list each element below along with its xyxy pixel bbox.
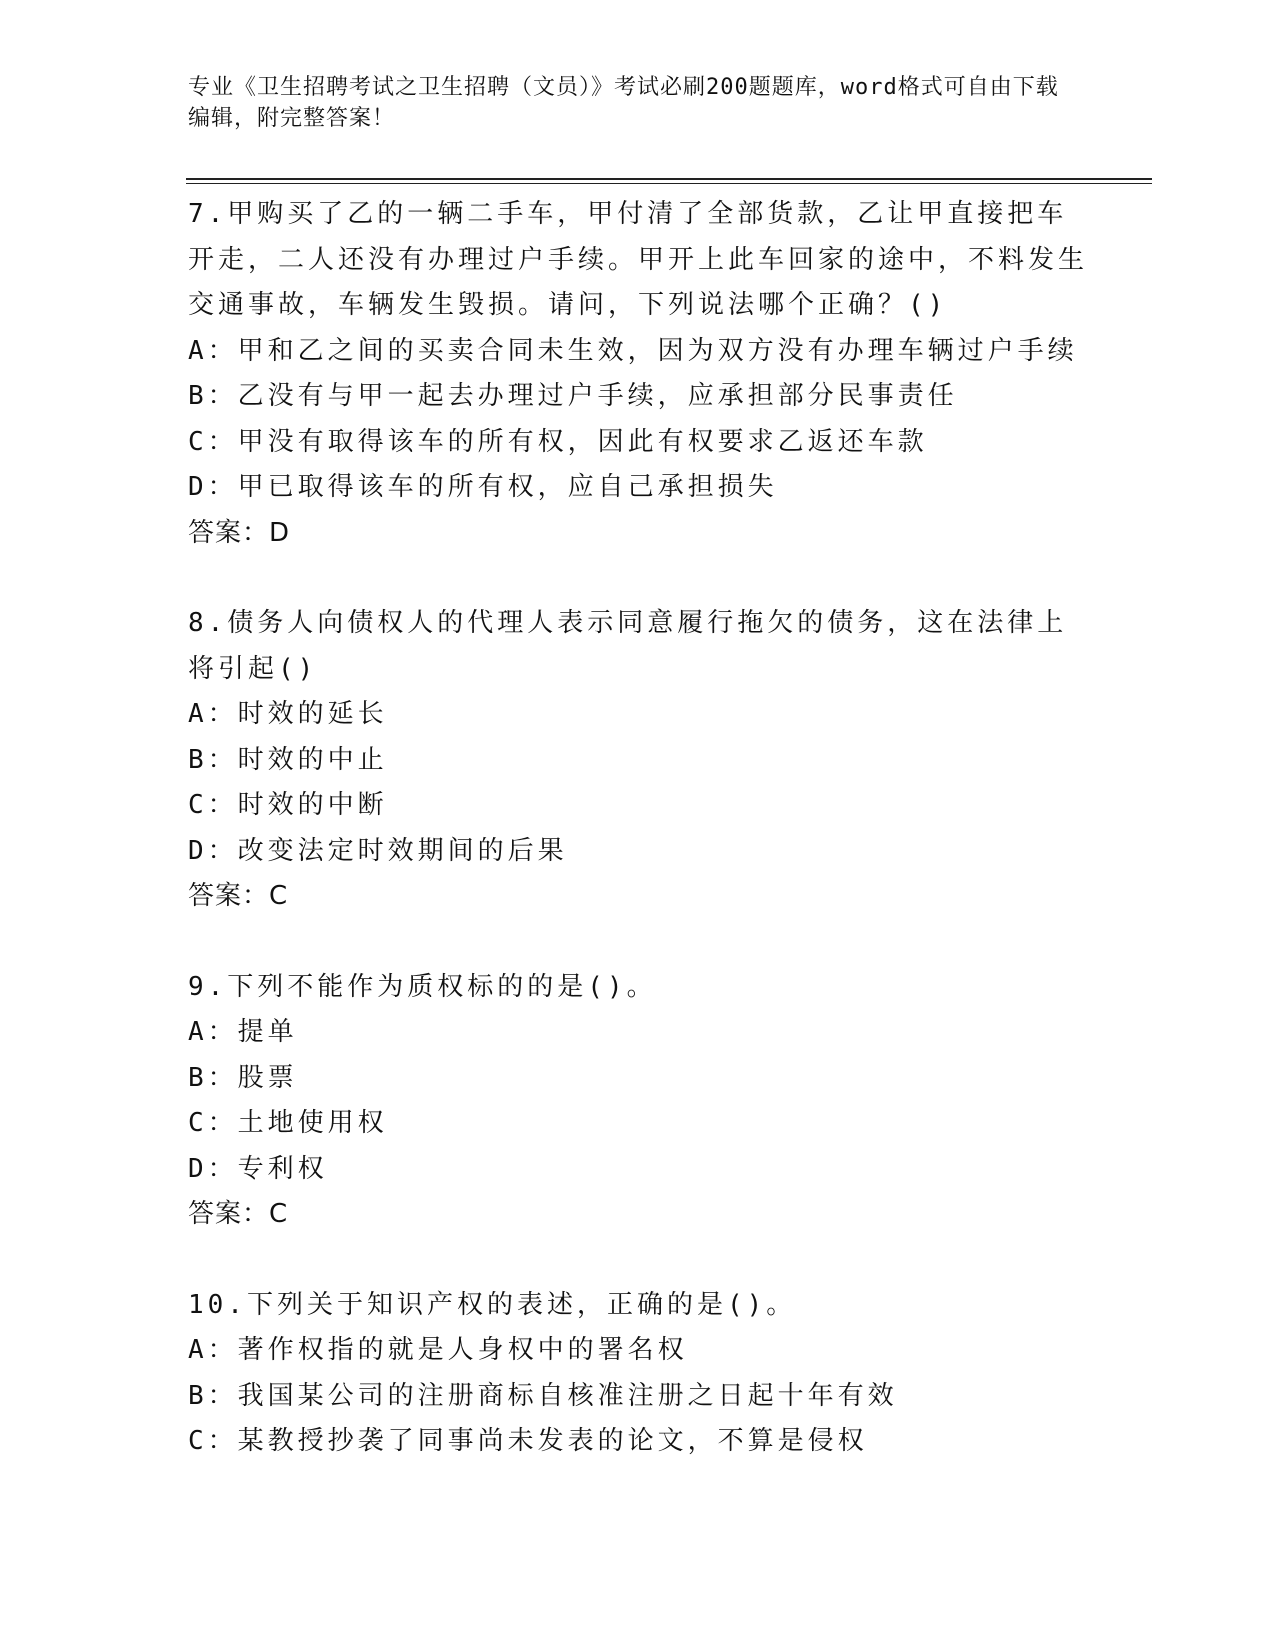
question-list — [188, 192, 1088, 1510]
header-divider-thin — [186, 183, 1152, 184]
option-b: B：乙没有与甲一起去办理过户手续，应承担部分民事责任 — [188, 381, 958, 411]
question-9 — [188, 965, 1088, 1238]
option-a: A：提单 — [188, 1017, 298, 1047]
option-c: C：甲没有取得该车的所有权，因此有权要求乙返还车款 — [188, 426, 928, 457]
question-stem: 9.下列不能作为质权标的的是()。 — [188, 971, 657, 1002]
option-a: A：时效的延长 — [188, 699, 388, 729]
question-stem: 8.债务人向债权人的代理人表示同意履行拖欠的债务，这在法律上将引起() — [188, 608, 1068, 684]
option-a: A：甲和乙之间的买卖合同未生效，因为双方没有办理车辆过户手续 — [188, 335, 1078, 366]
option-d: D：甲已取得该车的所有权，应自己承担损失 — [188, 472, 778, 502]
option-c: C：土地使用权 — [188, 1108, 388, 1138]
question-stem: 7.甲购买了乙的一辆二手车，甲付清了全部货款，乙让甲直接把车开走，二人还没有办理过户手续。甲开上此车回家的途中，不料发生交通事故，车辆发生毁损。请问，下列说法哪个正确？() — [188, 199, 1089, 320]
option-b: B：股票 — [188, 1062, 298, 1093]
option-b: B：时效的中止 — [188, 744, 388, 775]
question-10 — [188, 1283, 1088, 1465]
option-c: C：某教授抄袭了同事尚未发表的论文，不算是侵权 — [188, 1426, 868, 1456]
option-d: D：改变法定时效期间的后果 — [188, 835, 568, 866]
question-stem: 10.下列关于知识产权的表述，正确的是()。 — [188, 1289, 797, 1320]
answer-label: 答案：D — [188, 517, 291, 548]
answer-label: 答案：C — [188, 881, 289, 911]
header-title: 专业《卫生招聘考试之卫生招聘（文员）》考试必刷200题题库，word格式可自由下载编辑，附完整答案！ — [188, 75, 1059, 131]
question-8 — [188, 601, 1088, 920]
header-divider-thick — [186, 178, 1152, 180]
question-7 — [188, 192, 1088, 556]
option-d: D：专利权 — [188, 1153, 328, 1184]
option-c: C：时效的中断 — [188, 790, 388, 820]
answer-label: 答案：C — [188, 1199, 289, 1229]
option-a: A：著作权指的就是人身权中的署名权 — [188, 1335, 688, 1365]
option-b: B：我国某公司的注册商标自核准注册之日起十年有效 — [188, 1380, 898, 1411]
